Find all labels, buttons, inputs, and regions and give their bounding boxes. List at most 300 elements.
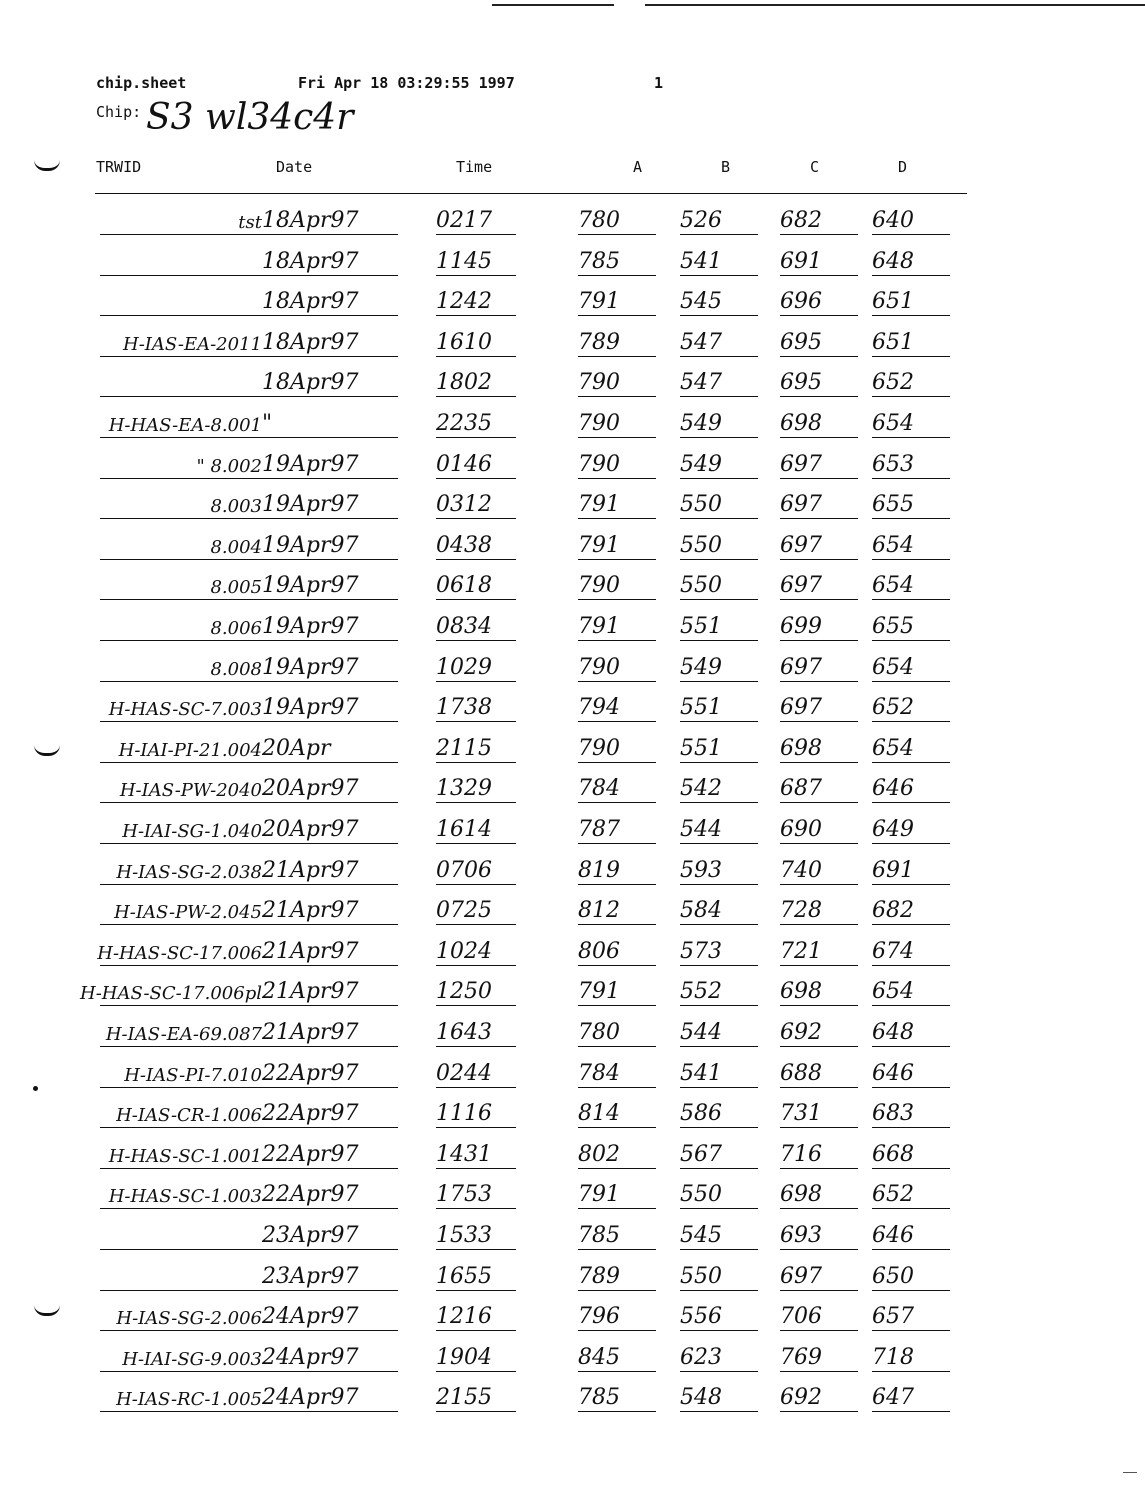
cell-a: 790 xyxy=(578,451,620,477)
row-underline xyxy=(100,1168,268,1169)
cell-time: 1533 xyxy=(436,1223,492,1248)
cell-b: 542 xyxy=(680,776,722,802)
row-underline xyxy=(578,1249,656,1250)
row-underline xyxy=(780,1005,858,1006)
cell-trwid: H-HAS-SC-7.003 xyxy=(108,699,262,721)
row-underline xyxy=(436,559,516,560)
row-underline xyxy=(872,437,950,438)
row-underline xyxy=(680,1046,758,1047)
cell-time: 0146 xyxy=(436,451,492,477)
cell-a: 790 xyxy=(578,370,620,396)
row-underline xyxy=(780,1249,858,1250)
cell-c: 688 xyxy=(780,1060,822,1086)
row-underline xyxy=(100,843,268,844)
cell-a: 791 xyxy=(578,1182,620,1208)
row-underline xyxy=(872,234,950,235)
table-row xyxy=(0,278,1145,318)
cell-b: 549 xyxy=(680,451,722,477)
row-underline xyxy=(578,640,656,641)
row-underline xyxy=(258,1330,398,1331)
row-underline xyxy=(100,437,268,438)
cell-date: 20Apr97 xyxy=(262,776,359,802)
page-number: 1 xyxy=(654,74,664,92)
cell-a: 791 xyxy=(578,979,620,1005)
cell-time: 1753 xyxy=(436,1182,492,1208)
row-underline xyxy=(258,275,398,276)
row-underline xyxy=(436,721,516,722)
cell-a: 785 xyxy=(578,1223,620,1248)
row-underline xyxy=(436,1208,516,1209)
cell-c: 687 xyxy=(780,776,822,802)
row-underline xyxy=(780,721,858,722)
cell-trwid: H-IAS-PI-7.010 xyxy=(124,1064,262,1086)
row-underline xyxy=(780,234,858,235)
cell-b: 550 xyxy=(680,1263,722,1289)
row-underline xyxy=(780,884,858,885)
row-underline xyxy=(258,559,398,560)
row-underline xyxy=(578,599,656,600)
table-row xyxy=(0,765,1145,805)
cell-a: 789 xyxy=(578,1263,620,1289)
cell-c: 769 xyxy=(780,1344,822,1370)
row-underline xyxy=(872,1046,950,1047)
cell-c: 697 xyxy=(780,451,822,477)
row-underline xyxy=(578,478,656,479)
row-underline xyxy=(436,437,516,438)
cell-b: 541 xyxy=(680,248,722,274)
row-underline xyxy=(578,681,656,682)
row-underline xyxy=(578,1046,656,1047)
cell-d: 668 xyxy=(872,1141,914,1167)
row-underline xyxy=(680,396,758,397)
row-underline xyxy=(872,478,950,479)
cell-b: 552 xyxy=(680,979,722,1005)
row-underline xyxy=(578,437,656,438)
cell-a: 790 xyxy=(578,735,620,761)
cell-trwid: 8.004 xyxy=(210,536,262,558)
col-header-trwid: TRWID xyxy=(96,158,142,176)
cell-a: 791 xyxy=(578,532,620,558)
row-underline xyxy=(578,275,656,276)
cell-time: 1738 xyxy=(436,695,492,721)
row-underline xyxy=(780,275,858,276)
row-underline xyxy=(578,1127,656,1128)
cell-c: 697 xyxy=(780,532,822,558)
row-underline xyxy=(680,1168,758,1169)
row-underline xyxy=(680,437,758,438)
cell-d: 652 xyxy=(872,1182,914,1208)
row-underline xyxy=(872,275,950,276)
cell-d: 654 xyxy=(872,573,914,599)
cell-d: 654 xyxy=(872,735,914,761)
row-underline xyxy=(100,234,268,235)
cell-time: 0217 xyxy=(436,208,492,233)
row-underline xyxy=(680,275,758,276)
cell-time: 0834 xyxy=(436,614,492,639)
row-underline xyxy=(578,924,656,925)
col-header-c: C xyxy=(810,158,820,176)
cell-date: 19Apr97 xyxy=(262,573,359,599)
row-underline xyxy=(436,802,516,803)
cell-a: 784 xyxy=(578,1060,620,1086)
cell-trwid: 8.005 xyxy=(210,577,262,599)
cell-b: 573 xyxy=(680,938,722,964)
row-underline xyxy=(780,396,858,397)
row-underline xyxy=(436,1290,516,1291)
cell-a: 785 xyxy=(578,248,620,274)
row-underline xyxy=(872,924,950,925)
sheet-timestamp: Fri Apr 18 03:29:55 1997 xyxy=(298,74,515,92)
table-row xyxy=(0,1131,1145,1171)
cell-b: 544 xyxy=(680,817,722,842)
cell-b: 623 xyxy=(680,1344,722,1370)
row-underline xyxy=(872,1087,950,1088)
cell-date: 18Apr97 xyxy=(262,289,359,315)
cell-b: 556 xyxy=(680,1304,722,1330)
row-underline xyxy=(100,1046,268,1047)
row-underline xyxy=(100,396,268,397)
cell-b: 541 xyxy=(680,1060,722,1086)
row-underline xyxy=(100,1208,268,1209)
row-underline xyxy=(258,884,398,885)
row-underline xyxy=(436,356,516,357)
cell-d: 649 xyxy=(872,817,914,842)
row-underline xyxy=(780,843,858,844)
cell-date: 22Apr97 xyxy=(262,1141,359,1167)
table-row xyxy=(0,887,1145,927)
cell-a: 780 xyxy=(578,1020,620,1045)
margin-tick-mark xyxy=(34,160,60,171)
cell-trwid: H-HAS-EA-8.001 xyxy=(108,415,262,436)
cell-c: 697 xyxy=(780,492,822,518)
row-underline xyxy=(680,1127,758,1128)
row-underline xyxy=(258,721,398,722)
cell-time: 1024 xyxy=(436,938,492,964)
row-underline xyxy=(578,802,656,803)
row-underline xyxy=(578,1168,656,1169)
row-underline xyxy=(100,1330,268,1331)
table-row xyxy=(0,684,1145,724)
cell-date: 21Apr97 xyxy=(262,857,359,883)
row-underline xyxy=(436,396,516,397)
cell-time: 1216 xyxy=(436,1304,492,1330)
row-underline xyxy=(578,762,656,763)
row-underline xyxy=(780,478,858,479)
cell-date: 24Apr97 xyxy=(262,1385,359,1411)
row-underline xyxy=(100,884,268,885)
row-underline xyxy=(436,1371,516,1372)
row-underline xyxy=(100,559,268,560)
row-underline xyxy=(100,518,268,519)
row-underline xyxy=(872,721,950,722)
cell-d: 646 xyxy=(872,776,914,802)
row-underline xyxy=(258,1208,398,1209)
row-underline xyxy=(258,1046,398,1047)
cell-date: " xyxy=(262,411,273,436)
row-underline xyxy=(578,559,656,560)
row-underline xyxy=(680,965,758,966)
row-underline xyxy=(780,1330,858,1331)
row-underline xyxy=(780,1046,858,1047)
row-underline xyxy=(100,1411,268,1412)
row-underline xyxy=(258,1087,398,1088)
cell-d: 674 xyxy=(872,938,914,964)
row-underline xyxy=(258,681,398,682)
table-row xyxy=(0,1293,1145,1333)
row-underline xyxy=(780,518,858,519)
row-underline xyxy=(100,1087,268,1088)
cell-time: 0438 xyxy=(436,532,492,558)
row-underline xyxy=(680,559,758,560)
row-underline xyxy=(258,234,398,235)
row-underline xyxy=(680,1411,758,1412)
cell-trwid: 8.006 xyxy=(210,618,262,639)
cell-d: 646 xyxy=(872,1223,914,1248)
cell-c: 698 xyxy=(780,411,822,436)
row-underline xyxy=(100,1371,268,1372)
row-underline xyxy=(100,721,268,722)
row-underline xyxy=(780,1411,858,1412)
row-underline xyxy=(436,1127,516,1128)
chip-label: Chip: xyxy=(96,103,142,121)
row-underline xyxy=(578,356,656,357)
cell-b: 544 xyxy=(680,1020,722,1045)
row-underline xyxy=(680,1371,758,1372)
cell-trwid: H-IAI-SG-1.040 xyxy=(122,821,262,842)
cell-c: 697 xyxy=(780,654,822,680)
row-underline xyxy=(258,437,398,438)
cell-b: 550 xyxy=(680,573,722,599)
cell-a: 791 xyxy=(578,614,620,639)
table-row xyxy=(0,1334,1145,1374)
row-underline xyxy=(100,762,268,763)
row-underline xyxy=(258,356,398,357)
cell-c: 699 xyxy=(780,614,822,639)
table-row xyxy=(0,725,1145,765)
row-underline xyxy=(680,1290,758,1291)
cell-date: 19Apr97 xyxy=(262,532,359,558)
cell-time: 0706 xyxy=(436,857,492,883)
row-underline xyxy=(680,924,758,925)
row-underline xyxy=(100,1249,268,1250)
table-row xyxy=(0,481,1145,521)
cell-d: 640 xyxy=(872,208,914,233)
row-underline xyxy=(680,1330,758,1331)
row-underline xyxy=(100,356,268,357)
cell-time: 1250 xyxy=(436,979,492,1005)
cell-date: 22Apr97 xyxy=(262,1182,359,1208)
row-underline xyxy=(780,315,858,316)
cell-time: 1610 xyxy=(436,329,492,355)
row-underline xyxy=(680,762,758,763)
cell-trwid: H-IAI-SG-9.003 xyxy=(122,1348,262,1370)
cell-d: 651 xyxy=(872,329,914,355)
cell-time: 1904 xyxy=(436,1344,492,1370)
cell-b: 551 xyxy=(680,735,722,761)
row-underline xyxy=(578,1330,656,1331)
col-header-a: A xyxy=(633,158,643,176)
row-underline xyxy=(258,1411,398,1412)
row-underline xyxy=(436,762,516,763)
cell-c: 696 xyxy=(780,289,822,315)
row-underline xyxy=(436,518,516,519)
cell-d: 648 xyxy=(872,248,914,274)
cell-b: 593 xyxy=(680,857,722,883)
cell-b: 549 xyxy=(680,654,722,680)
cell-c: 698 xyxy=(780,735,822,761)
row-underline xyxy=(780,599,858,600)
cell-a: 790 xyxy=(578,573,620,599)
row-underline xyxy=(436,1087,516,1088)
row-underline xyxy=(780,1290,858,1291)
row-underline xyxy=(872,396,950,397)
cell-time: 1431 xyxy=(436,1141,492,1167)
row-underline xyxy=(258,1249,398,1250)
row-underline xyxy=(680,315,758,316)
col-header-date: Date xyxy=(276,158,313,176)
cell-date: 20Apr xyxy=(262,735,331,761)
cell-time: 1029 xyxy=(436,654,492,680)
cell-date: 21Apr97 xyxy=(262,979,359,1005)
row-underline xyxy=(258,802,398,803)
row-underline xyxy=(100,478,268,479)
cell-time: 1643 xyxy=(436,1020,492,1045)
cell-date: 22Apr97 xyxy=(262,1060,359,1086)
cell-time: 1116 xyxy=(436,1101,492,1127)
row-underline xyxy=(872,559,950,560)
cell-d: 650 xyxy=(872,1263,914,1289)
cell-c: 692 xyxy=(780,1385,822,1411)
cell-date: 24Apr97 xyxy=(262,1304,359,1330)
row-underline xyxy=(780,965,858,966)
row-underline xyxy=(100,965,268,966)
cell-a: 791 xyxy=(578,289,620,315)
cell-a: 794 xyxy=(578,695,620,721)
row-underline xyxy=(436,275,516,276)
row-underline xyxy=(578,396,656,397)
cell-date: 18Apr97 xyxy=(262,370,359,396)
cell-trwid: H-IAS-EA-69.087 xyxy=(105,1024,262,1045)
cell-a: 814 xyxy=(578,1101,620,1127)
cell-time: 1614 xyxy=(436,817,492,842)
row-underline xyxy=(436,234,516,235)
cell-c: 698 xyxy=(780,1182,822,1208)
cell-c: 697 xyxy=(780,573,822,599)
cell-time: 0618 xyxy=(436,573,492,599)
table-row xyxy=(0,928,1145,968)
cell-c: 690 xyxy=(780,817,822,842)
row-underline xyxy=(436,1168,516,1169)
cell-trwid: H-HAS-SC-17.006 xyxy=(97,942,262,964)
row-underline xyxy=(680,478,758,479)
cell-date: 19Apr97 xyxy=(262,451,359,477)
top-scan-line-left xyxy=(492,4,614,6)
cell-date: 21Apr97 xyxy=(262,898,359,924)
row-underline xyxy=(872,681,950,682)
row-underline xyxy=(258,924,398,925)
cell-d: 655 xyxy=(872,614,914,639)
row-underline xyxy=(872,1330,950,1331)
cell-a: 784 xyxy=(578,776,620,802)
cell-a: 796 xyxy=(578,1304,620,1330)
row-underline xyxy=(578,234,656,235)
table-row xyxy=(0,1009,1145,1049)
cell-date: 19Apr97 xyxy=(262,695,359,721)
cell-c: 716 xyxy=(780,1141,822,1167)
row-underline xyxy=(436,599,516,600)
table-row xyxy=(0,400,1145,440)
row-underline xyxy=(100,599,268,600)
table-row xyxy=(0,603,1145,643)
row-underline xyxy=(780,681,858,682)
cell-time: 0244 xyxy=(436,1060,492,1086)
cell-time: 1802 xyxy=(436,370,492,396)
row-underline xyxy=(872,1005,950,1006)
cell-a: 819 xyxy=(578,857,620,883)
cell-c: 731 xyxy=(780,1101,822,1127)
cell-trwid: H-IAS-EA-2011 xyxy=(123,333,262,355)
row-underline xyxy=(436,1330,516,1331)
cell-c: 682 xyxy=(780,208,822,233)
row-underline xyxy=(258,762,398,763)
row-underline xyxy=(780,1168,858,1169)
cell-c: 695 xyxy=(780,370,822,396)
row-underline xyxy=(258,965,398,966)
cell-d: 648 xyxy=(872,1020,914,1045)
cell-c: 706 xyxy=(780,1304,822,1330)
table-row xyxy=(0,644,1145,684)
cell-a: 785 xyxy=(578,1385,620,1411)
row-underline xyxy=(436,315,516,316)
cell-c: 728 xyxy=(780,898,822,924)
row-underline xyxy=(578,1290,656,1291)
cell-b: 551 xyxy=(680,614,722,639)
row-underline xyxy=(258,1371,398,1372)
row-underline xyxy=(258,396,398,397)
cell-date: 23Apr97 xyxy=(262,1263,359,1289)
row-underline xyxy=(680,640,758,641)
cell-c: 691 xyxy=(780,248,822,274)
cell-trwid: H-IAI-PI-21.004 xyxy=(118,739,262,761)
cell-d: 718 xyxy=(872,1344,914,1370)
row-underline xyxy=(578,884,656,885)
row-underline xyxy=(872,802,950,803)
cell-trwid: H-IAS-PW-2.045 xyxy=(114,902,262,924)
row-underline xyxy=(258,1290,398,1291)
table-row xyxy=(0,319,1145,359)
cell-d: 651 xyxy=(872,289,914,315)
cell-d: 654 xyxy=(872,411,914,436)
row-underline xyxy=(436,478,516,479)
table-row xyxy=(0,359,1145,399)
table-row xyxy=(0,1171,1145,1211)
row-underline xyxy=(100,1290,268,1291)
cell-b: 550 xyxy=(680,532,722,558)
sheet-filename: chip.sheet xyxy=(96,74,187,92)
row-underline xyxy=(872,1411,950,1412)
cell-c: 740 xyxy=(780,857,822,883)
cell-trwid: 8.008 xyxy=(210,658,262,680)
cell-b: 567 xyxy=(680,1141,722,1167)
cell-date: 18Apr97 xyxy=(262,329,359,355)
row-underline xyxy=(100,802,268,803)
row-underline xyxy=(436,1411,516,1412)
row-underline xyxy=(578,843,656,844)
table-row xyxy=(0,847,1145,887)
row-underline xyxy=(436,924,516,925)
cell-time: 2155 xyxy=(436,1385,492,1411)
cell-date: 21Apr97 xyxy=(262,1020,359,1045)
